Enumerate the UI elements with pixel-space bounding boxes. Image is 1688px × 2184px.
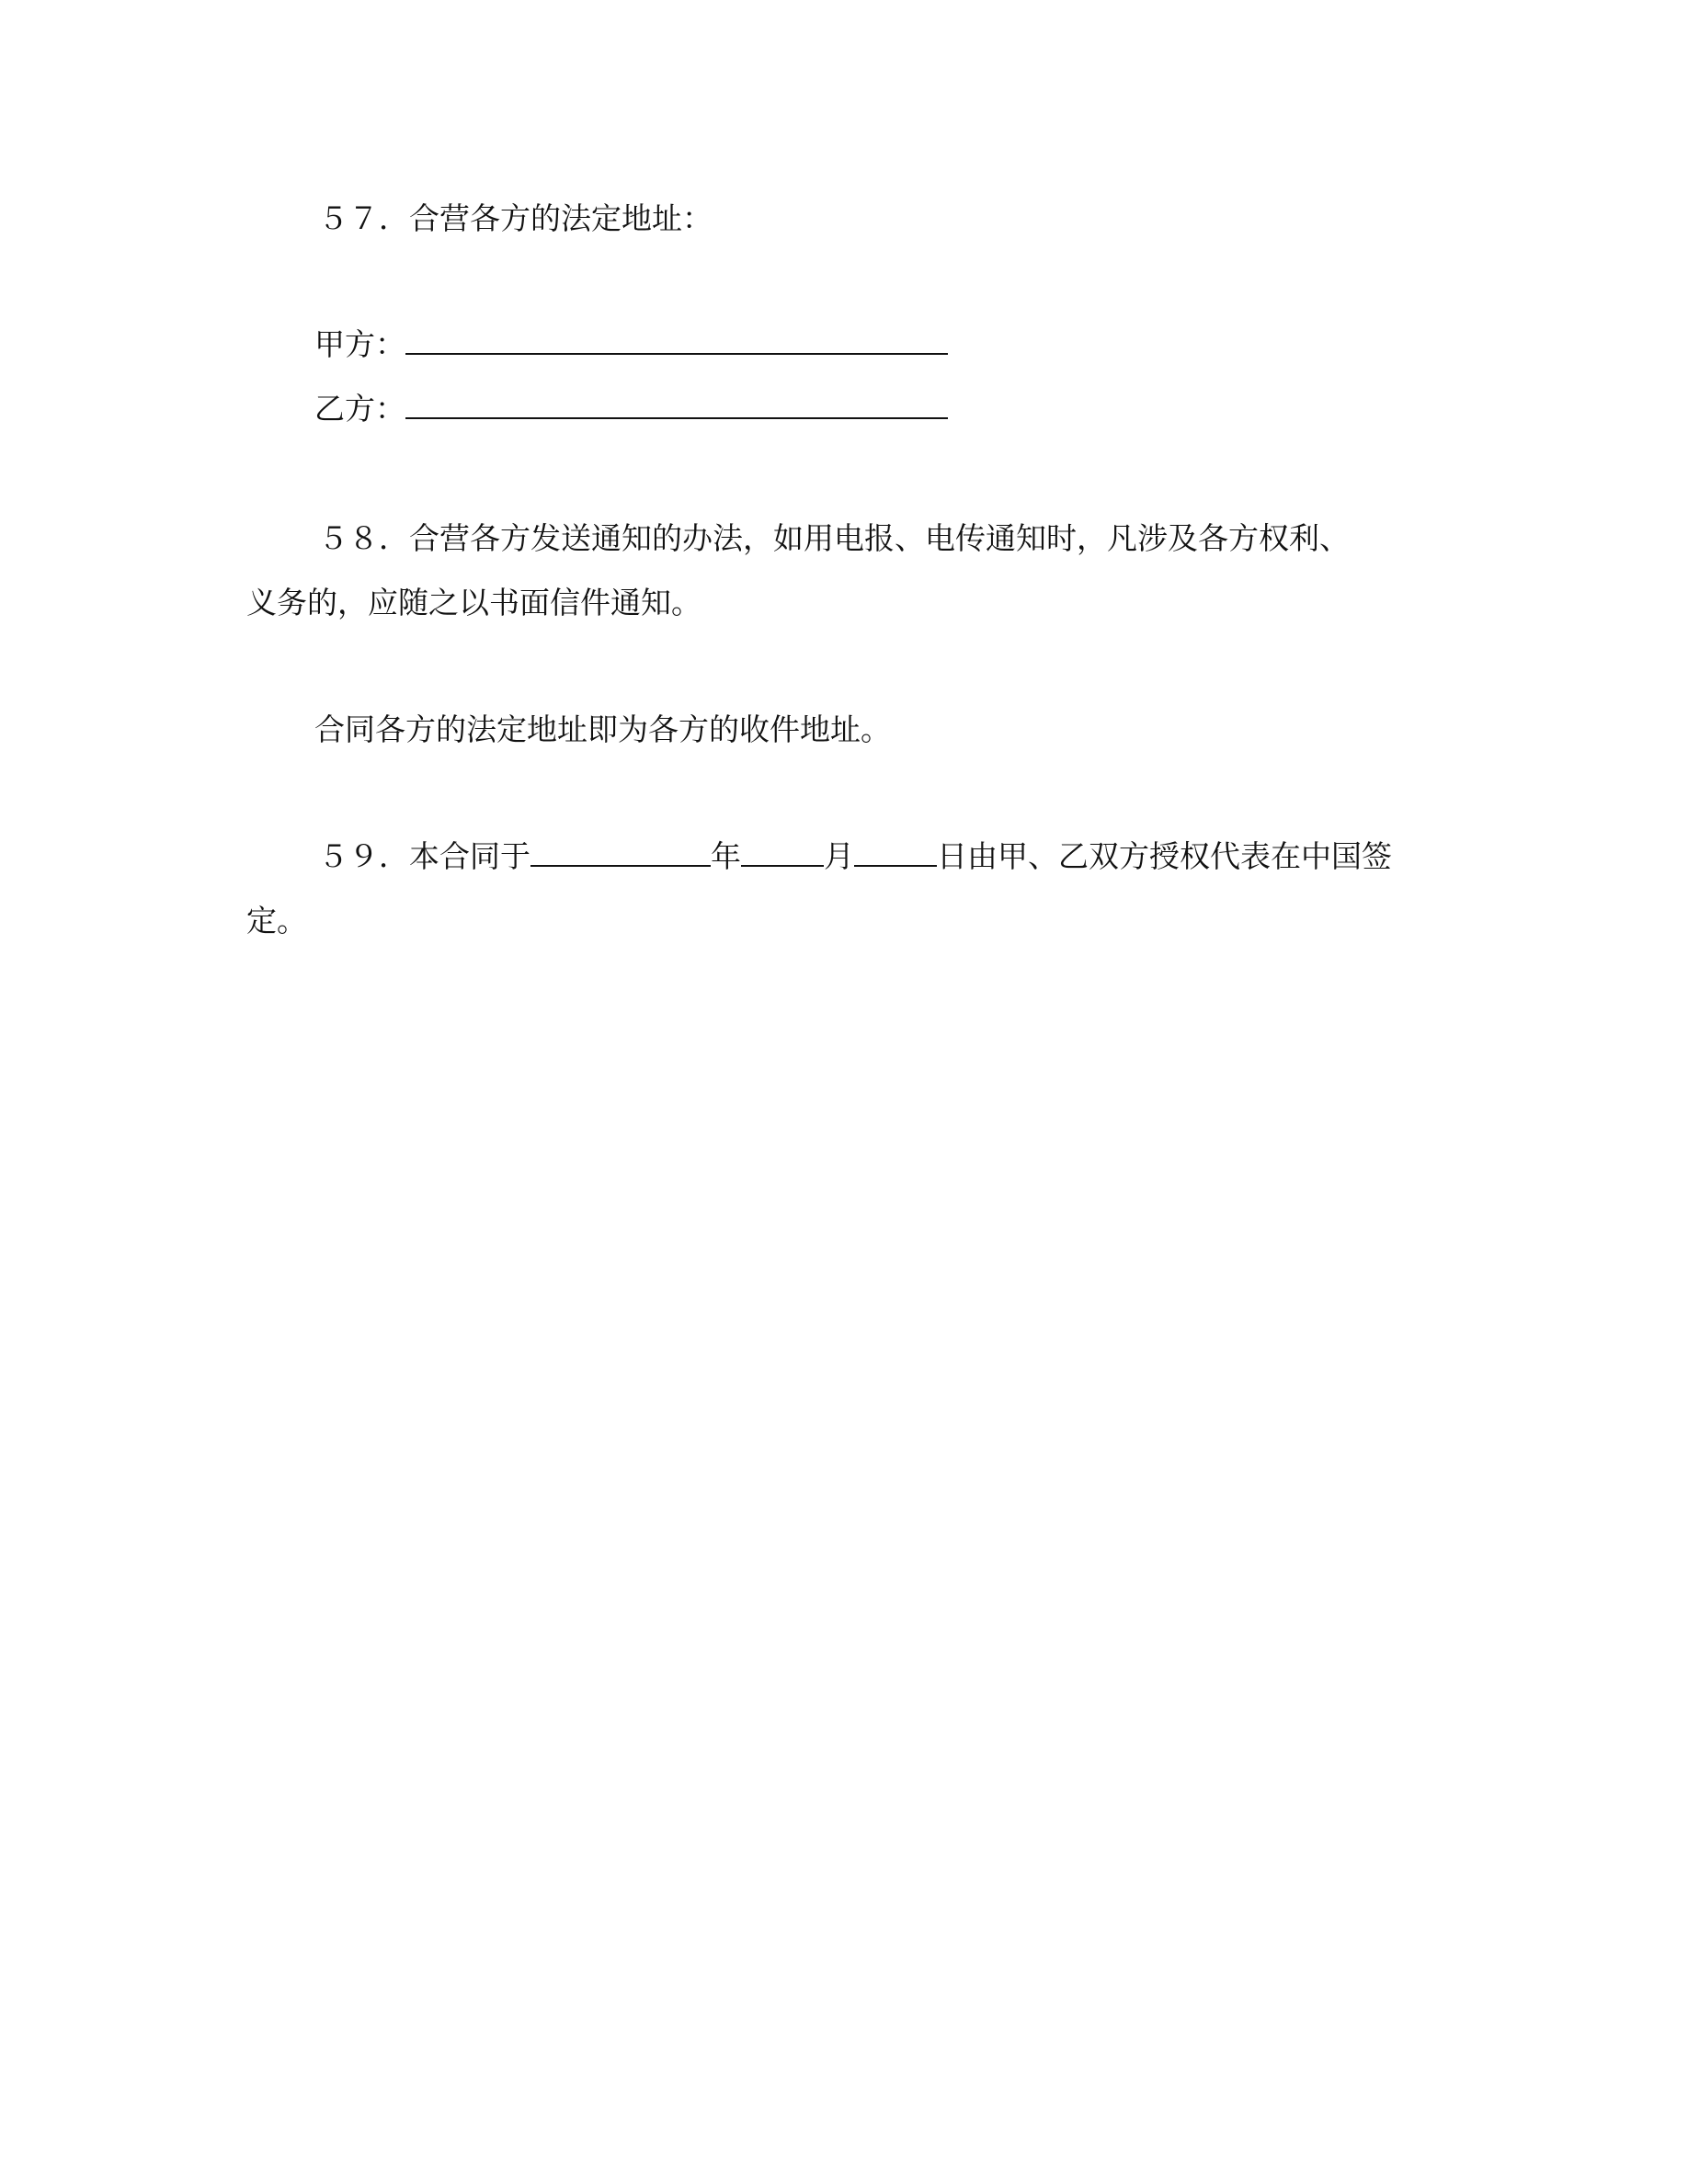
year-field[interactable]	[530, 839, 711, 867]
clause-58-text-line-2: 义务的，应随之以书面信件通知。	[246, 585, 701, 620]
year-suffix: 年	[711, 838, 741, 874]
clause-59-text-line-2: 定。	[246, 903, 307, 938]
party-b-row	[314, 391, 948, 427]
clause-59-number: ５９．	[318, 838, 409, 874]
month-field[interactable]	[741, 839, 824, 867]
clause-58-line-2	[246, 585, 701, 621]
receipt-address-note	[314, 711, 891, 748]
party-a-label: 甲方：	[314, 326, 405, 362]
party-a-row	[314, 326, 948, 363]
clause-59-text-before-year: 本合同于	[409, 838, 530, 874]
party-b-address-field[interactable]	[405, 392, 948, 419]
day-field[interactable]	[854, 839, 937, 867]
month-suffix: 月	[824, 838, 854, 874]
party-b-label: 乙方：	[314, 391, 405, 427]
clause-59-text-after-day: 日由甲、乙双方授权代表在中国签	[937, 838, 1392, 874]
clause-58-number: ５８．	[318, 520, 409, 556]
clause-58-line-1	[318, 520, 1350, 557]
clause-59-line-1	[318, 838, 1392, 875]
clause-57-text: 合营各方的法定地址：	[409, 200, 713, 236]
clause-59-line-2	[246, 903, 307, 939]
clause-57-number: ５７．	[318, 200, 409, 236]
receipt-address-text: 合同各方的法定地址即为各方的收件地址。	[314, 711, 891, 747]
clause-58-text-line-1: 合营各方发送通知的办法，如用电报、电传通知时，凡涉及各方权利、	[409, 520, 1350, 556]
party-a-address-field[interactable]	[405, 327, 948, 355]
clause-57-heading	[318, 200, 713, 237]
